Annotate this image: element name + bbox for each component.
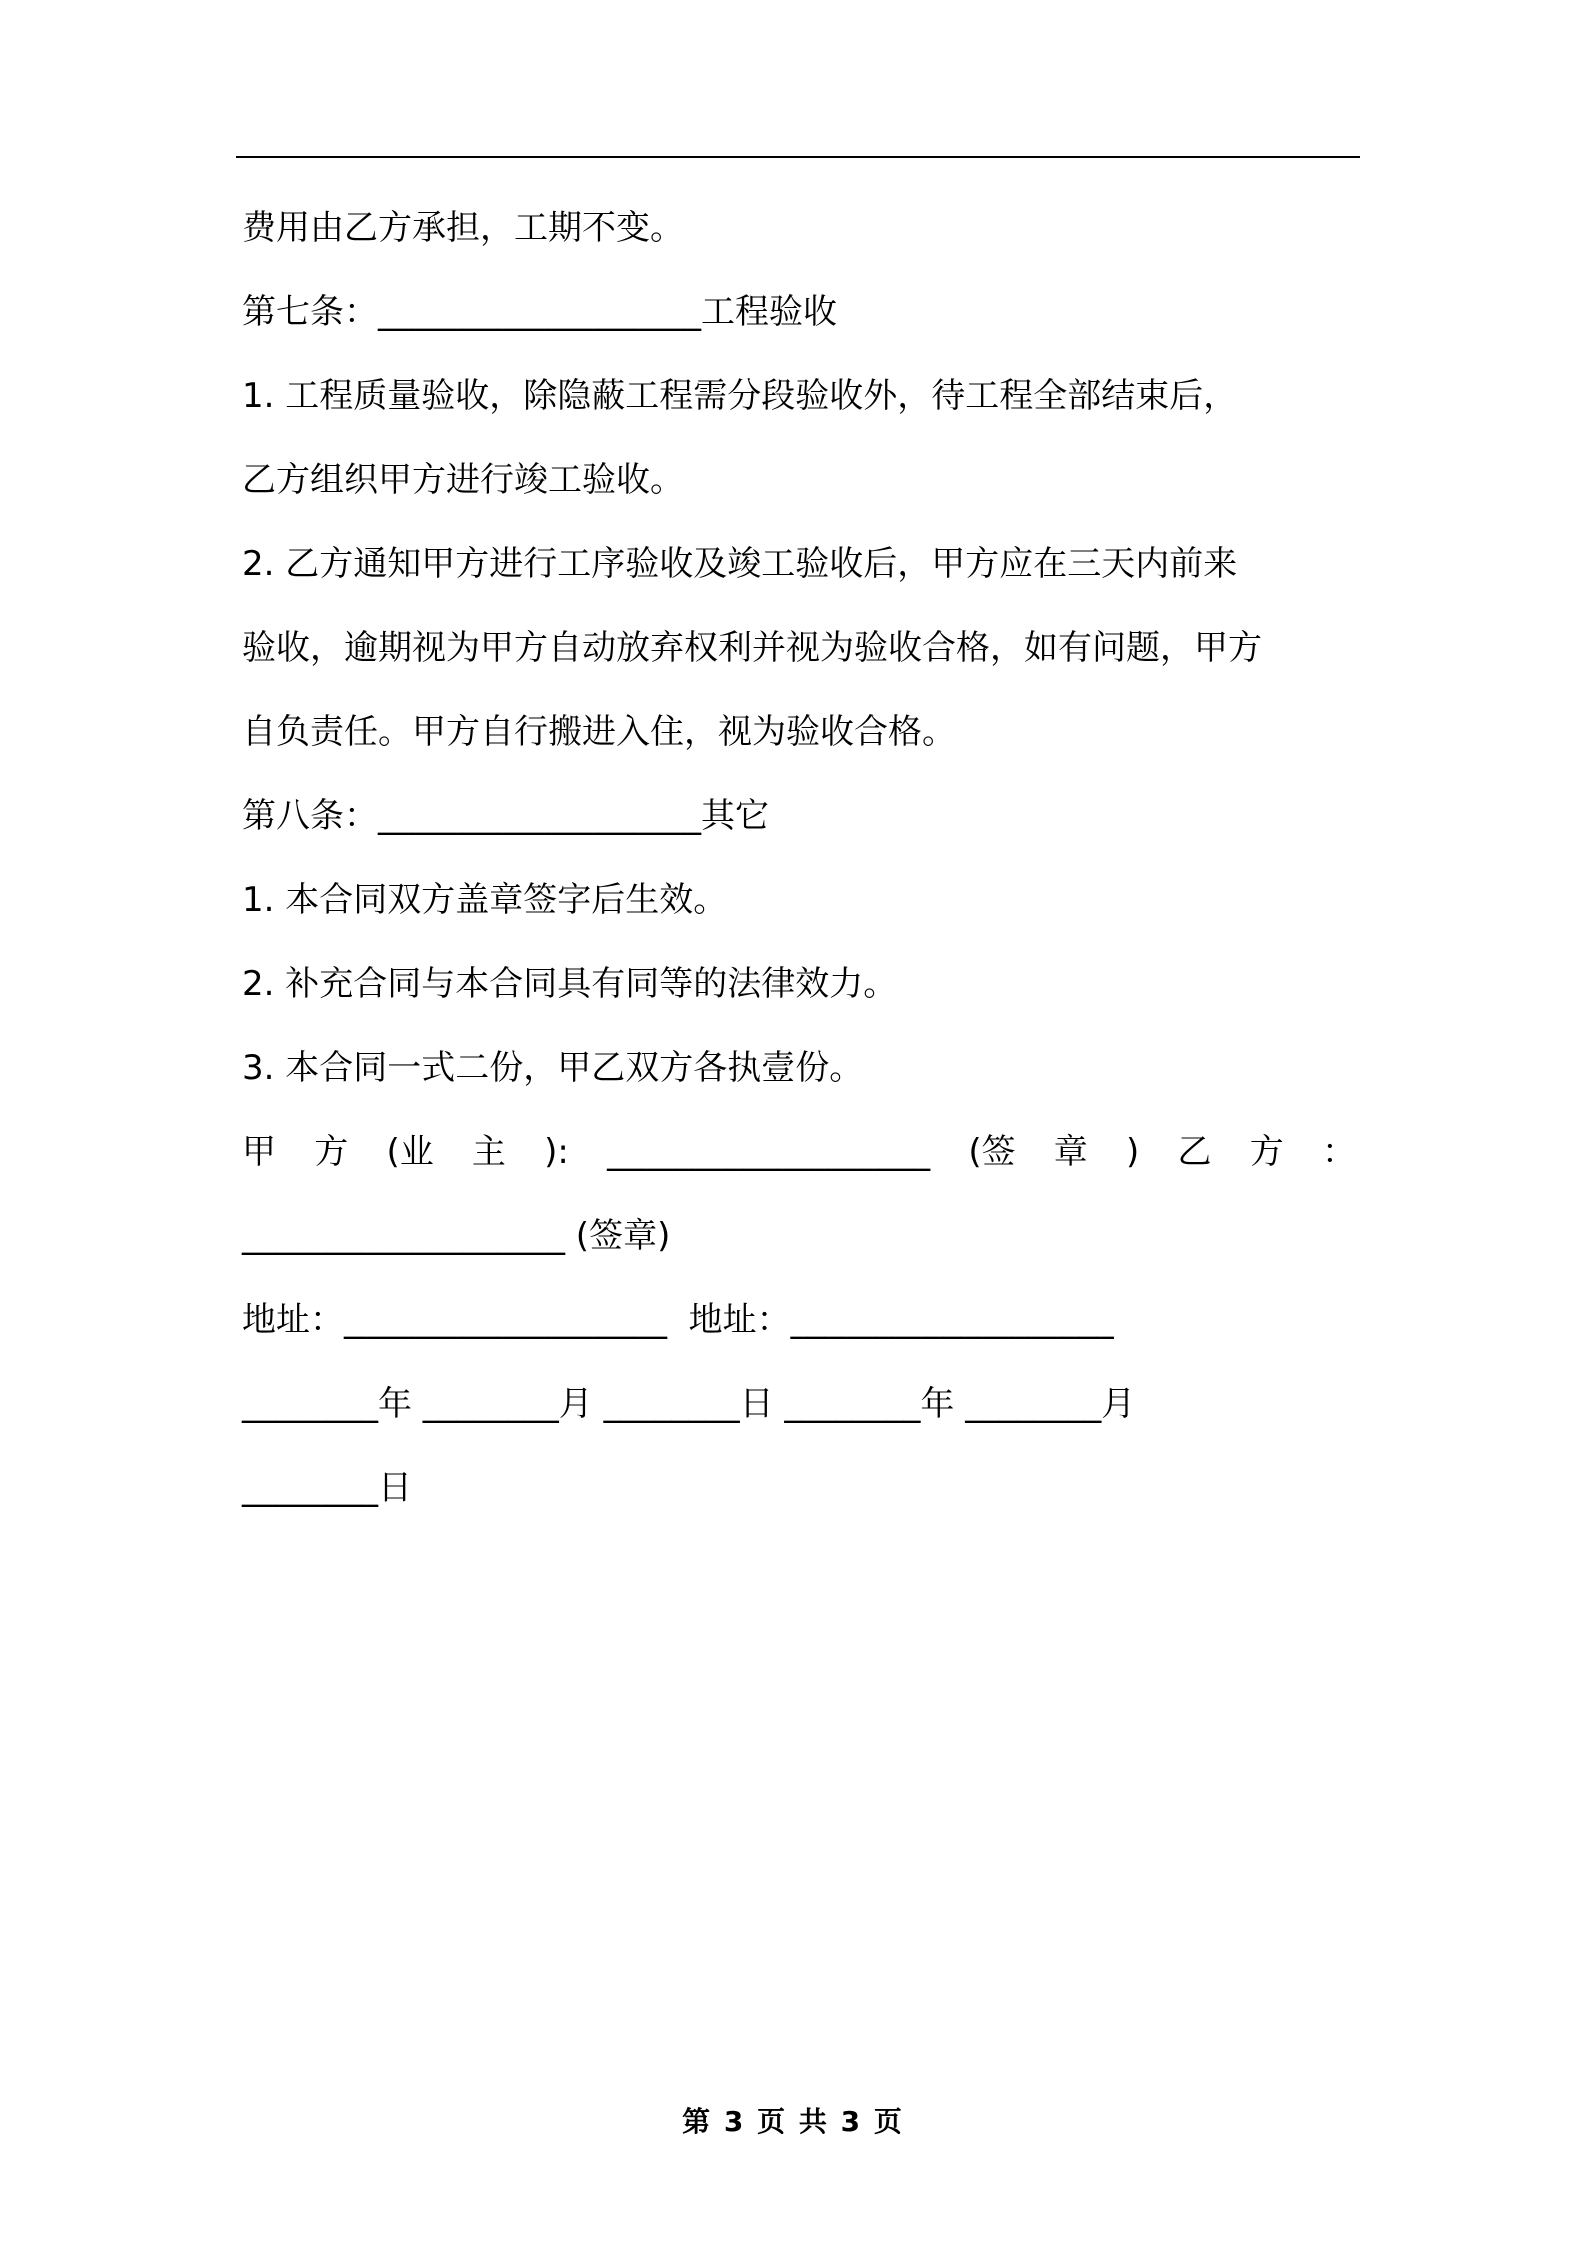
sig-part: (业: [386, 1132, 434, 1172]
paragraph-line: 费用由乙方承担，工期不变。: [242, 208, 684, 248]
signature-line-party-b: ___________________ (签章): [242, 1216, 671, 1256]
page-number: 第 3 页 共 3 页: [682, 2105, 904, 2138]
paragraph-line: 2. 乙方通知甲方进行工序验收及竣工验收后，甲方应在三天内前来: [242, 544, 1238, 584]
sig-part: (签: [968, 1132, 1016, 1172]
date-line: ________日: [242, 1468, 412, 1508]
paragraph-line: 2. 补充合同与本合同具有同等的法律效力。: [242, 964, 898, 1004]
sig-part: 方: [1249, 1132, 1284, 1172]
paragraph-line: 自负责任。甲方自行搬进入住，视为验收合格。: [242, 712, 956, 752]
sig-part: 章: [1053, 1132, 1088, 1172]
sig-part: 甲: [242, 1132, 276, 1172]
address-line: 地址：___________________ 地址：___________________: [242, 1300, 1114, 1340]
date-line: ________年 ________月 ________日 ________年 ________月: [242, 1384, 1136, 1424]
sig-part: 乙: [1177, 1132, 1212, 1172]
sig-part: ):: [544, 1132, 569, 1172]
paragraph-line: 乙方组织甲方进行竣工验收。: [242, 460, 684, 500]
sig-part: ：: [1321, 1132, 1356, 1172]
article-7-heading: 第七条：___________________工程验收: [242, 292, 837, 332]
paragraph-line: 1. 本合同双方盖章签字后生效。: [242, 880, 728, 920]
sig-part: 方: [314, 1132, 349, 1172]
paragraph-line: 3. 本合同一式二份，甲乙双方各执壹份。: [242, 1048, 864, 1088]
header-rule: [236, 156, 1360, 158]
sig-blank: ___________________: [607, 1132, 931, 1172]
sig-part: ): [1126, 1132, 1140, 1172]
signature-line-party-a: [242, 1132, 1356, 1172]
paragraph-line: 验收，逾期视为甲方自动放弃权利并视为验收合格，如有问题，甲方: [242, 628, 1262, 668]
article-8-heading: 第八条：___________________其它: [242, 796, 769, 836]
sig-part: 主: [471, 1132, 506, 1172]
paragraph-line: 1. 工程质量验收，除隐蔽工程需分段验收外，待工程全部结束后，: [242, 376, 1238, 416]
